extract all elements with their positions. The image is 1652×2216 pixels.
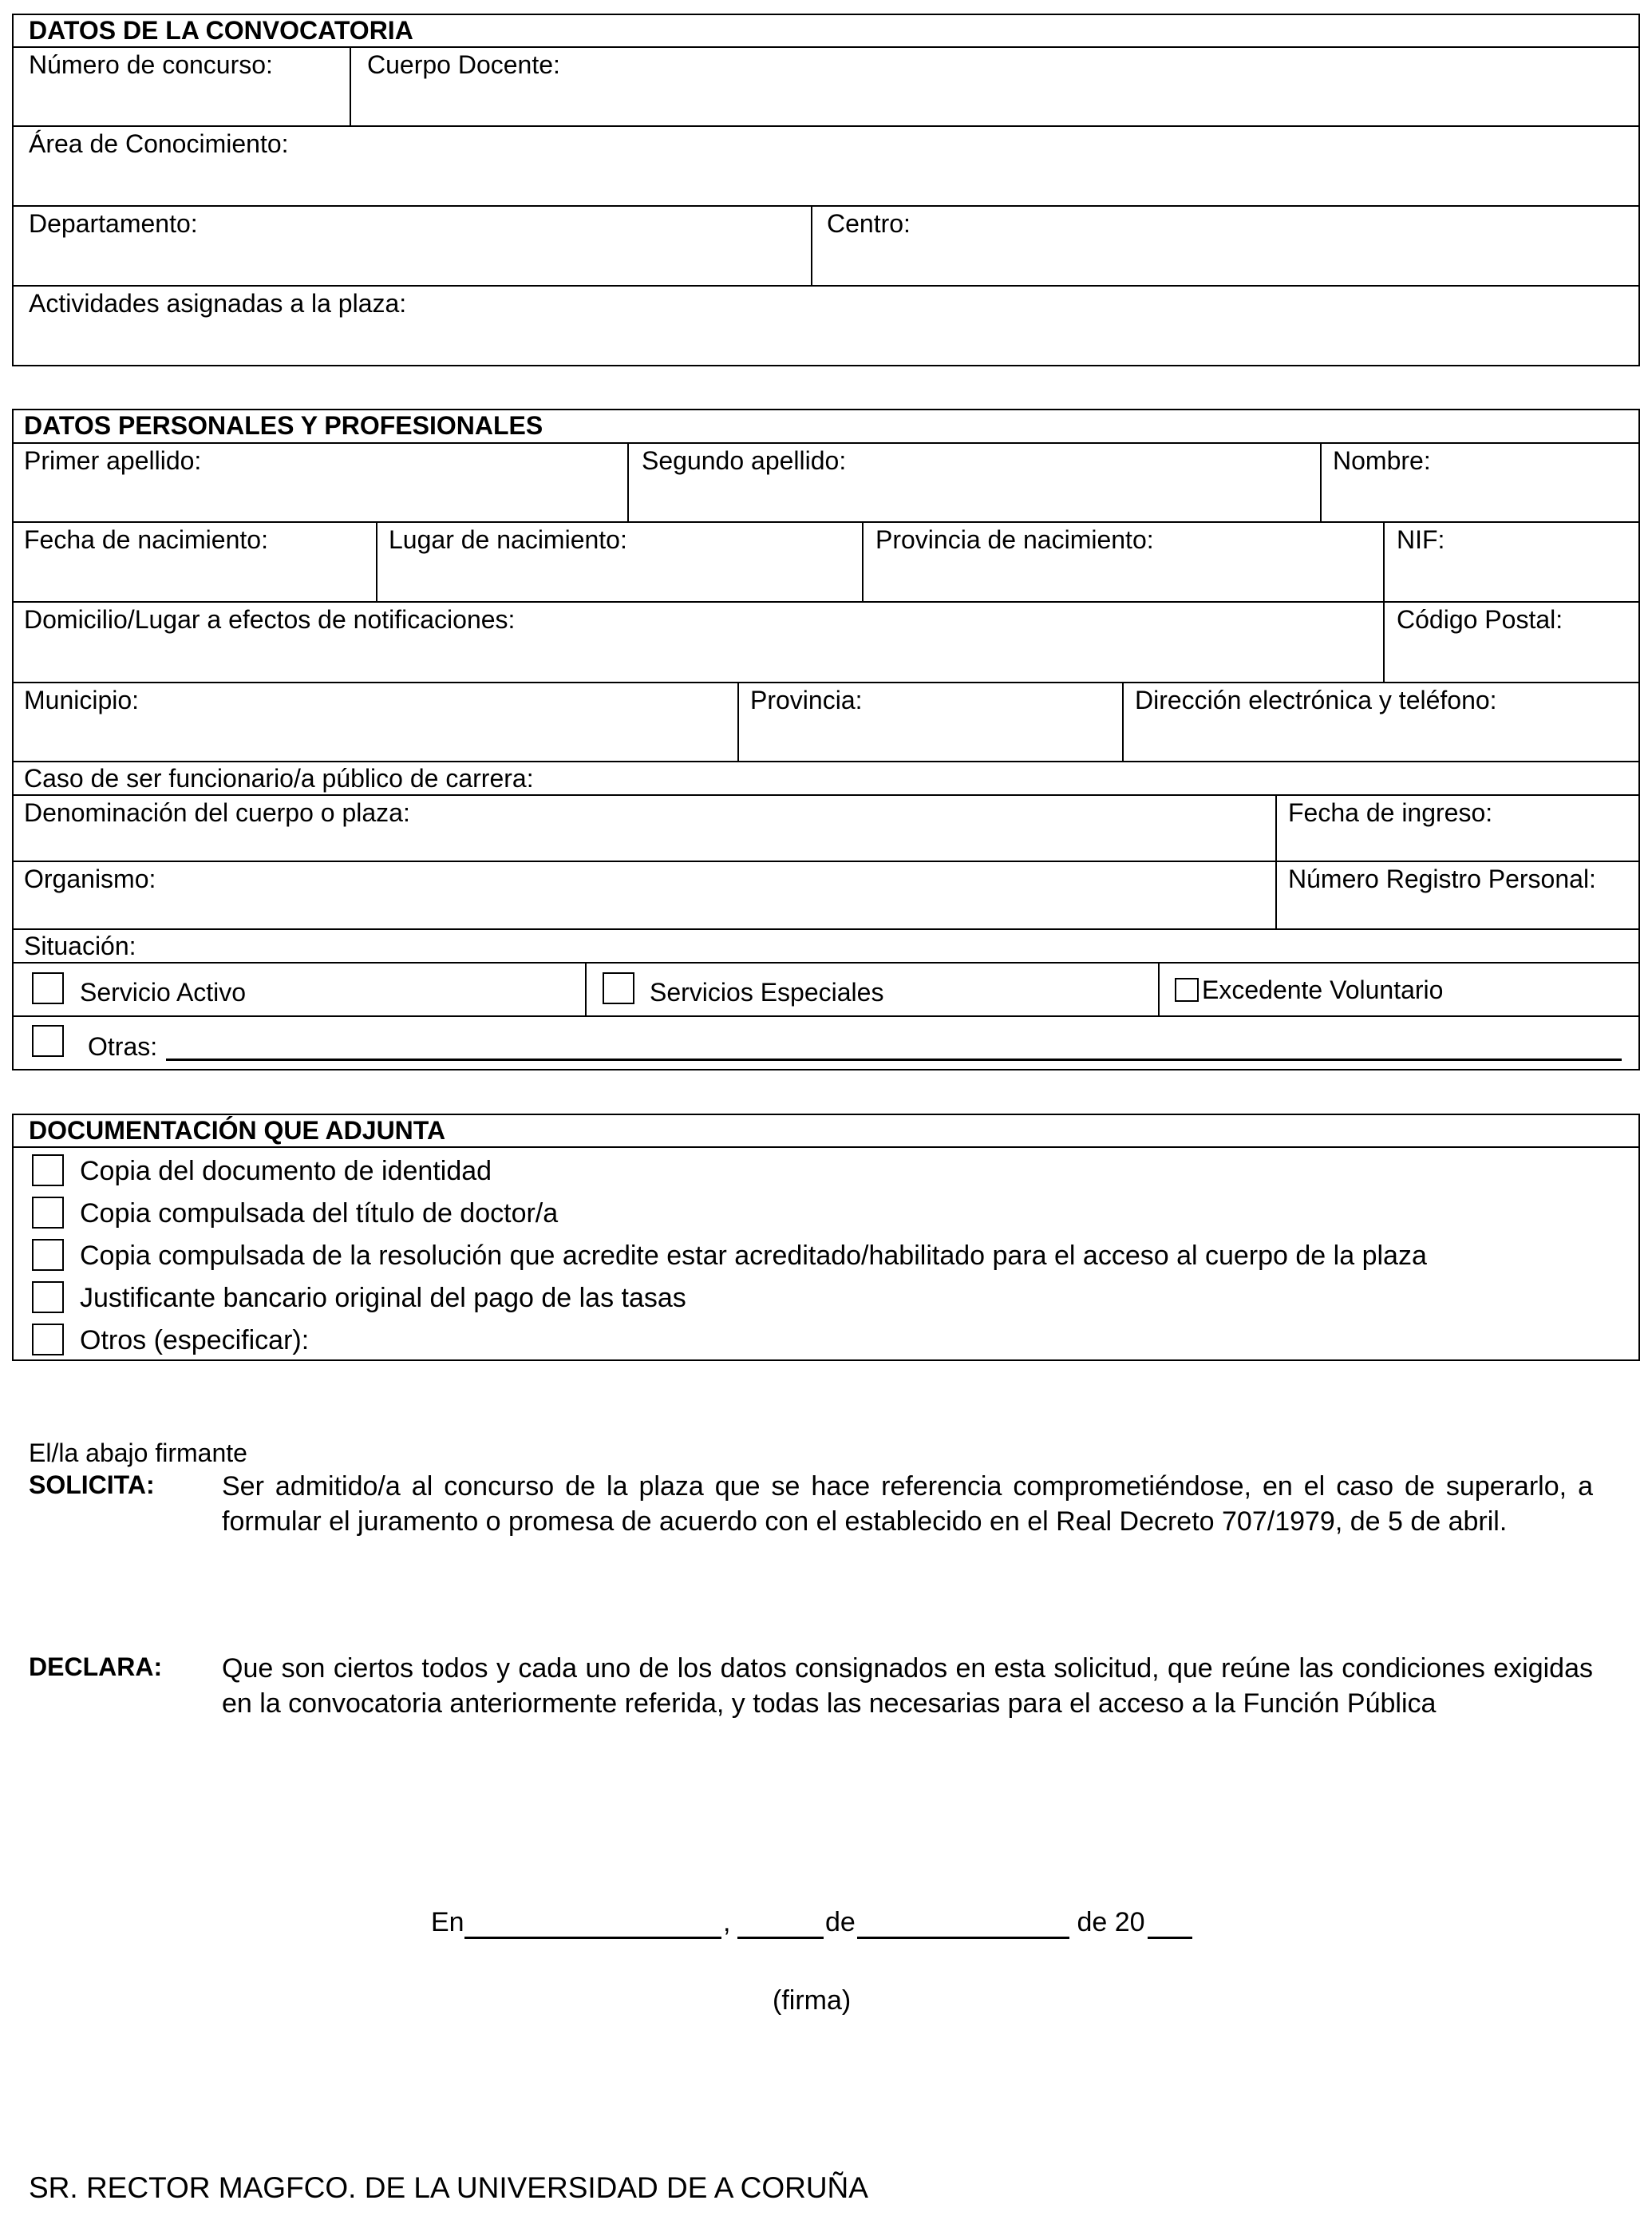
otros-checkbox[interactable] bbox=[32, 1324, 64, 1355]
personales-section bbox=[12, 409, 1640, 1070]
doc-identidad-checkbox[interactable] bbox=[32, 1154, 64, 1186]
codigo-postal-field[interactable]: Código Postal: bbox=[1397, 605, 1563, 634]
fecha-ingreso-field[interactable]: Fecha de ingreso: bbox=[1288, 798, 1493, 827]
divider bbox=[12, 601, 1640, 603]
anio-label: de 20 bbox=[1069, 1907, 1145, 1937]
primer-apellido-field[interactable]: Primer apellido: bbox=[24, 446, 202, 475]
convocatoria-title: DATOS DE LA CONVOCATORIA bbox=[29, 16, 413, 45]
divider bbox=[12, 761, 1640, 762]
divider bbox=[12, 962, 1640, 964]
divider bbox=[12, 682, 1640, 683]
addressee: SR. RECTOR MAGFCO. DE LA UNIVERSIDAD DE A CORUÑA bbox=[29, 2171, 868, 2204]
resolucion-acreditacion-label: Copia compulsada de la resolución que acredite estar acreditado/habilitado para el acceso al cuerpo de la plaza bbox=[80, 1241, 1427, 1271]
direccion-electronica-field[interactable]: Dirección electrónica y teléfono: bbox=[1135, 686, 1497, 714]
servicio-activo-checkbox[interactable] bbox=[32, 972, 64, 1004]
divider bbox=[12, 861, 1640, 862]
departamento-field[interactable]: Departamento: bbox=[29, 209, 198, 238]
divider bbox=[12, 205, 1640, 207]
divider bbox=[350, 46, 351, 126]
declara-label: DECLARA: bbox=[29, 1652, 163, 1681]
divider bbox=[811, 205, 812, 286]
domicilio-field[interactable]: Domicilio/Lugar a efectos de notificaciones: bbox=[24, 605, 516, 634]
area-conocimiento-field[interactable]: Área de Conocimiento: bbox=[29, 129, 289, 158]
dia-input[interactable] bbox=[737, 1937, 824, 1939]
numero-registro-field[interactable]: Número Registro Personal: bbox=[1288, 865, 1596, 893]
divider bbox=[12, 46, 1640, 48]
de-label: de bbox=[825, 1907, 856, 1937]
intro-text: El/la abajo firmante bbox=[29, 1438, 247, 1467]
denominacion-field[interactable]: Denominación del cuerpo o plaza: bbox=[24, 798, 410, 827]
comma-separator: , bbox=[723, 1907, 731, 1937]
divider bbox=[627, 442, 629, 522]
divider bbox=[12, 1015, 1640, 1017]
servicios-especiales-label: Servicios Especiales bbox=[650, 978, 884, 1007]
nombre-field[interactable]: Nombre: bbox=[1333, 446, 1431, 475]
divider bbox=[12, 794, 1640, 796]
organismo-field[interactable]: Organismo: bbox=[24, 865, 156, 893]
doc-identidad-label: Copia del documento de identidad bbox=[80, 1156, 492, 1186]
divider bbox=[12, 521, 1640, 523]
otras-checkbox[interactable] bbox=[32, 1025, 64, 1057]
lugar-nacimiento-field[interactable]: Lugar de nacimiento: bbox=[389, 525, 627, 554]
documentacion-title: DOCUMENTACIÓN QUE ADJUNTA bbox=[29, 1116, 446, 1145]
solicita-text: Ser admitido/a al concurso de la plaza que se hace referencia comprometiéndose, en el caso de superarlo, a formular el juramento o promesa de acuerdo con el establecido en el Real Decreto 707/1979, de 5 de abril. bbox=[222, 1471, 1593, 1537]
provincia-nacimiento-field[interactable]: Provincia de nacimiento: bbox=[875, 525, 1154, 554]
justificante-bancario-label: Justificante bancario original del pago de las tasas bbox=[80, 1283, 686, 1313]
divider bbox=[12, 125, 1640, 127]
divider bbox=[862, 521, 864, 602]
segundo-apellido-field[interactable]: Segundo apellido: bbox=[642, 446, 847, 475]
cuerpo-docente-field[interactable]: Cuerpo Docente: bbox=[367, 50, 560, 79]
situacion-label: Situación: bbox=[24, 932, 136, 960]
divider bbox=[12, 285, 1640, 287]
otras-input[interactable] bbox=[166, 1059, 1622, 1061]
justificante-bancario-checkbox[interactable] bbox=[32, 1281, 64, 1313]
excedente-voluntario-label: Excedente Voluntario bbox=[1202, 975, 1444, 1004]
divider bbox=[12, 442, 1640, 444]
personales-title: DATOS PERSONALES Y PROFESIONALES bbox=[24, 411, 543, 440]
declara-text: Que son ciertos todos y cada uno de los datos consignados en esta solicitud, que reúne las condiciones exigidas en la convocatoria anteriormente referida, y todas las necesarias para el acceso a la Función Pública bbox=[222, 1653, 1593, 1719]
divider bbox=[1158, 962, 1160, 1016]
divider bbox=[376, 521, 377, 602]
mes-input[interactable] bbox=[857, 1937, 1069, 1939]
otras-label: Otras: bbox=[88, 1032, 158, 1061]
titulo-doctor-checkbox[interactable] bbox=[32, 1197, 64, 1229]
divider bbox=[12, 928, 1640, 930]
provincia-field[interactable]: Provincia: bbox=[750, 686, 863, 714]
divider bbox=[737, 682, 739, 762]
divider bbox=[1122, 682, 1124, 762]
servicios-especiales-checkbox[interactable] bbox=[603, 972, 634, 1004]
fecha-nacimiento-field[interactable]: Fecha de nacimiento: bbox=[24, 525, 268, 554]
excedente-voluntario-checkbox[interactable] bbox=[1175, 978, 1199, 1002]
anio-input[interactable] bbox=[1148, 1937, 1192, 1939]
municipio-field[interactable]: Municipio: bbox=[24, 686, 140, 714]
lugar-label: En bbox=[431, 1907, 464, 1937]
lugar-input[interactable] bbox=[464, 1937, 721, 1939]
numero-concurso-field[interactable]: Número de concurso: bbox=[29, 50, 273, 79]
centro-field[interactable]: Centro: bbox=[827, 209, 911, 238]
resolucion-acreditacion-checkbox[interactable] bbox=[32, 1239, 64, 1271]
divider bbox=[585, 962, 587, 1016]
divider bbox=[12, 1146, 1640, 1148]
caso-funcionario-label: Caso de ser funcionario/a público de carrera: bbox=[24, 764, 534, 793]
divider bbox=[1320, 442, 1322, 522]
solicita-label: SOLICITA: bbox=[29, 1470, 155, 1499]
servicio-activo-label: Servicio Activo bbox=[80, 978, 247, 1007]
otros-label: Otros (especificar): bbox=[80, 1325, 310, 1355]
nif-field[interactable]: NIF: bbox=[1397, 525, 1445, 554]
firma-label: (firma) bbox=[773, 1985, 852, 2016]
titulo-doctor-label: Copia compulsada del título de doctor/a bbox=[80, 1198, 559, 1229]
actividades-field[interactable]: Actividades asignadas a la plaza: bbox=[29, 289, 407, 318]
